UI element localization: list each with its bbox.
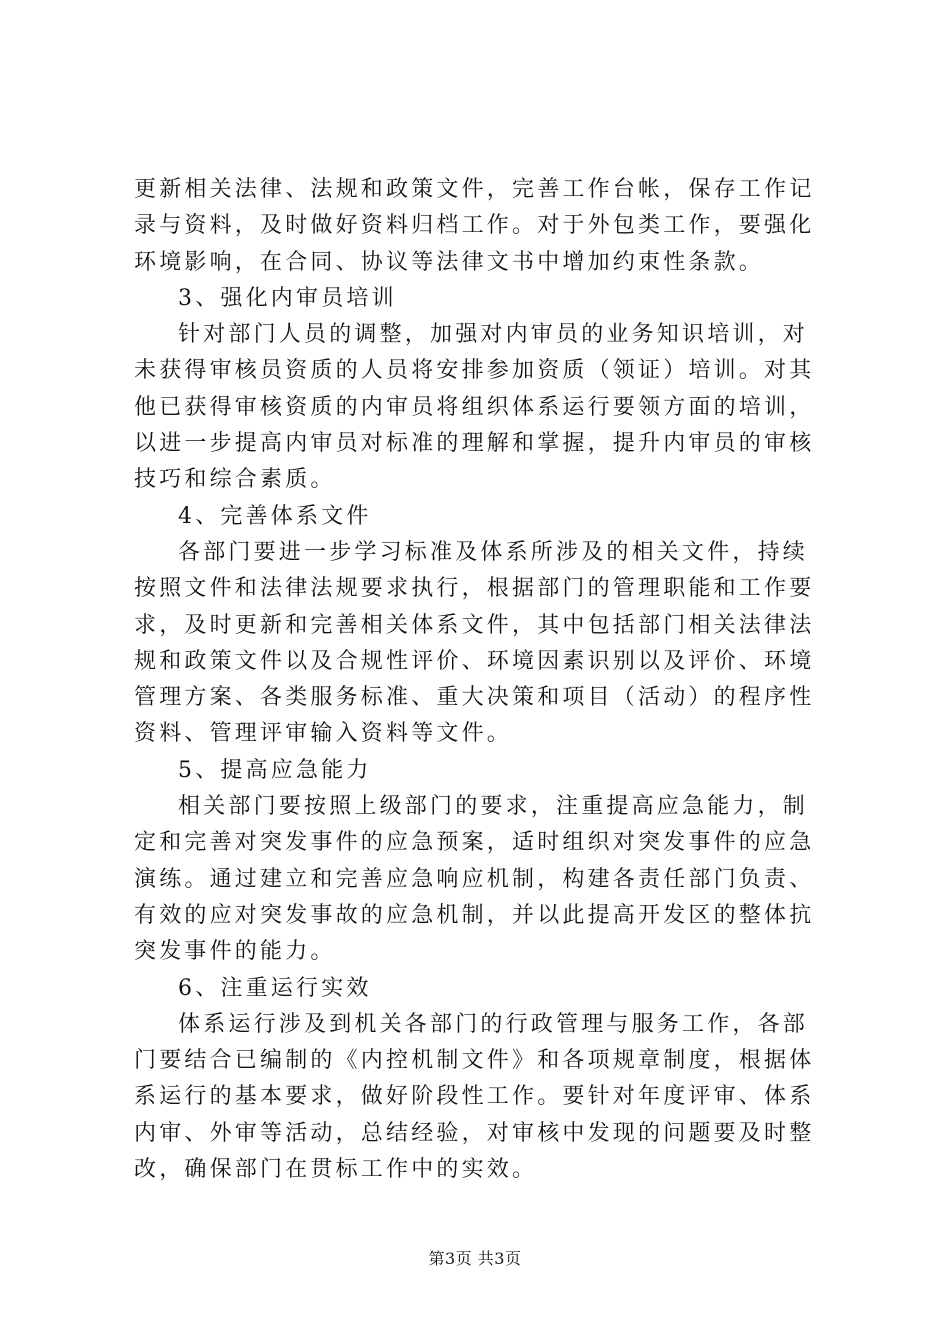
section-heading-4: 4、完善体系文件 [178, 503, 372, 529]
paragraph-line: 改，确保部门在贯标工作中的实效。 [134, 1157, 538, 1183]
paragraph-line: 环境影响，在合同、协议等法律文书中增加约束性条款。 [134, 249, 765, 275]
paragraph-line: 资料、管理评审输入资料等文件。 [134, 721, 513, 747]
section-heading-3: 3、强化内审员培训 [178, 285, 397, 311]
paragraph-line: 各部门要进一步学习标准及体系所涉及的相关文件，持续 [178, 539, 809, 565]
paragraph-line: 技巧和综合素质。 [134, 467, 336, 493]
paragraph-line: 求，及时更新和完善相关体系文件，其中包括部门相关法律法 [134, 612, 815, 638]
paragraph-line: 内审、外审等活动，总结经验，对审核中发现的问题要及时整 [134, 1120, 815, 1146]
page-number-footer: 第3页 共3页 [428, 1249, 522, 1268]
paragraph-line: 门要结合已编制的《内控机制文件》和各项规章制度，根据体 [134, 1048, 815, 1074]
paragraph-line: 以进一步提高内审员对标准的理解和掌握，提升内审员的审核 [134, 431, 815, 457]
paragraph-line: 体系运行涉及到机关各部门的行政管理与服务工作，各部 [178, 1011, 809, 1037]
paragraph-line: 突发事件的能力。 [134, 939, 336, 965]
section-heading-6: 6、注重运行实效 [178, 975, 372, 1001]
paragraph-line: 定和完善对突发事件的应急预案，适时组织对突发事件的应急 [134, 830, 815, 856]
paragraph-line: 管理方案、各类服务标准、重大决策和项目（活动）的程序性 [134, 685, 815, 711]
paragraph-line: 有效的应对突发事故的应急机制，并以此提高开发区的整体抗 [134, 902, 815, 928]
paragraph-line: 他已获得审核资质的内审员将组织体系运行要领方面的培训， [134, 394, 815, 420]
paragraph-line: 相关部门要按照上级部门的要求，注重提高应急能力，制 [178, 794, 809, 820]
paragraph-line: 规和政策文件以及合规性评价、环境因素识别以及评价、环境 [134, 648, 815, 674]
paragraph-line: 录与资料，及时做好资料归档工作。对于外包类工作，要强化 [134, 213, 815, 239]
paragraph-line: 系运行的基本要求，做好阶段性工作。要针对年度评审、体系 [134, 1084, 815, 1110]
paragraph-line: 针对部门人员的调整，加强对内审员的业务知识培训，对 [178, 322, 809, 348]
document-body [134, 172, 824, 1188]
paragraph-line: 演练。通过建立和完善应急响应机制，构建各责任部门负责、 [134, 866, 815, 892]
paragraph-line: 未获得审核员资质的人员将安排参加资质（领证）培训。对其 [134, 358, 815, 384]
paragraph-line: 更新相关法律、法规和政策文件，完善工作台帐，保存工作记 [134, 177, 815, 202]
paragraph-line: 按照文件和法律法规要求执行，根据部门的管理职能和工作要 [134, 576, 815, 602]
section-heading-5: 5、提高应急能力 [178, 757, 372, 783]
